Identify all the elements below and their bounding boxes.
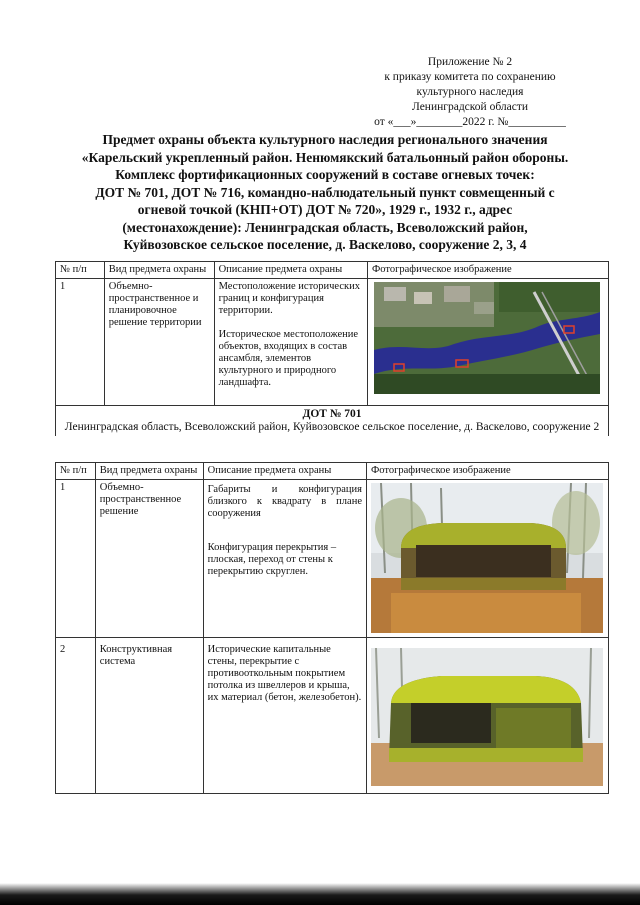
satellite-map-image [374,282,600,394]
title-line: ДОТ № 701, ДОТ № 716, командно-наблюдательный пункт совмещенный с [95,184,555,200]
row-num: 1 [56,279,105,406]
desc-text: Конфигурация перекрытия – плоская, переход от стены к перекрытию скруглен. [207,542,337,577]
row-type: Объемно-пространственное решение [95,480,203,638]
appendix-line: Ленинградской области [411,101,529,113]
header-photo: Фотографическое изображение [367,262,608,279]
bunker-photo-1 [371,483,603,633]
table-row [56,638,609,794]
title-line: огневой точкой (КНП+ОТ) ДОТ № 720», 1929 г., 1932 г., адрес [137,202,513,217]
header-num: № п/п [56,463,96,480]
bunker-table [55,462,609,794]
appendix-line: культурного наследия [416,86,524,98]
desc-text: Историческое местоположение объектов, входящих в состав ансамбля, элементов культурного и природного ландшафта. [218,329,359,388]
desc-text: Местоположение исторических границ и конфигурация территории. [218,281,360,316]
row-num: 1 [56,480,96,638]
table-header-row [56,463,609,480]
appendix-line: Приложение № 2 [427,56,513,68]
row-photo [367,279,608,406]
title-line: Предмет охраны объекта культурного наследия регионального значения [102,132,548,147]
row-photo [366,480,608,638]
document-title [48,131,602,254]
header-type: Вид предмета охраны [95,463,203,480]
row-desc [214,279,367,406]
row-type: Объемно-пространственное и планировочное решение территории [104,279,214,406]
header-desc: Описание предмета охраны [214,262,367,279]
header-photo: Фотографическое изображение [366,463,608,480]
header-type: Вид предмета охраны [104,262,214,279]
section-header [56,406,609,437]
appendix-block [340,55,600,130]
desc-text: Габариты и конфигурация близкого к квадрату в плане сооружения [207,484,362,519]
row-desc [203,480,366,638]
row-type: Конструктивная система [95,638,203,794]
section-address: Ленинградская область, Всеволожский район, Куйвозовское сельское поселение, д. Васкелово, сооружение 2 [64,421,600,433]
section-header-row [56,406,609,437]
appendix-line: к приказу комитета по сохранению [384,71,556,83]
row-photo [366,638,608,794]
title-line: Куйвозовское сельское поселение, д. Васкелово, сооружение 2, 3, 4 [123,237,527,252]
title-line: «Карельский укрепленный район. Ненюмякский батальонный район обороны. [81,149,569,165]
section-title: ДОТ № 701 [302,408,362,420]
header-desc: Описание предмета охраны [203,463,366,480]
table-header-row [56,262,609,279]
header-num: № п/п [56,262,105,279]
appendix-line: от «___»________2022 г. №__________ [374,116,566,128]
bunker-photo-2 [371,648,603,786]
table-row [56,480,609,638]
title-line: Комплекс фортификационных сооружений в составе огневых точек: [115,167,535,182]
desc-text: Исторические капитальные стены, перекрытие с противооткольным покрытием потолка из швеллеров и крыша, их материал (бетон, железобетон). [207,644,362,703]
table-row [56,279,609,406]
scan-bottom-edge [0,865,640,905]
row-desc [203,638,366,794]
title-line: (местонахождение): Ленинградская область, Всеволожский район, [122,219,528,235]
territory-table [55,261,609,436]
row-num: 2 [56,638,96,794]
